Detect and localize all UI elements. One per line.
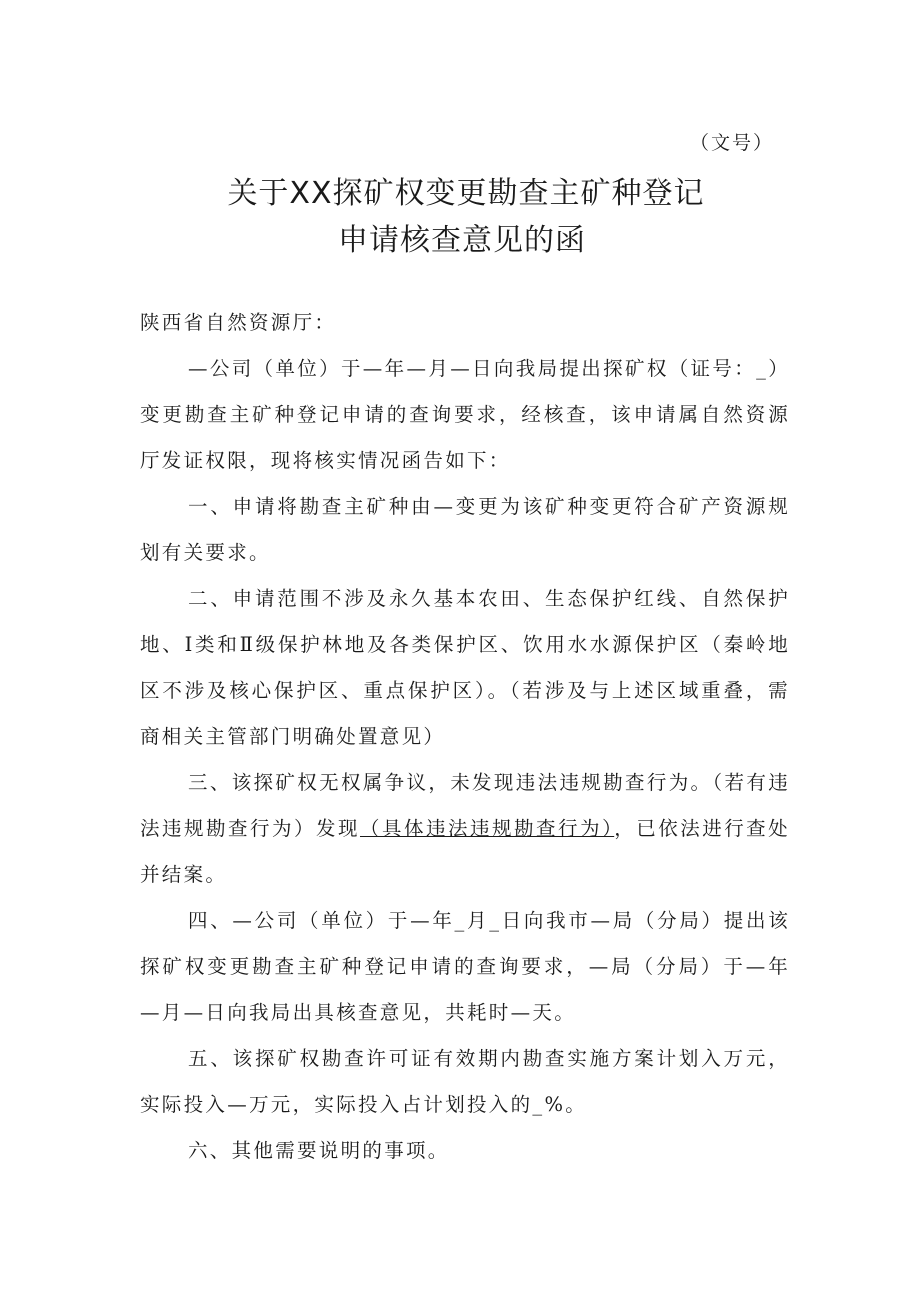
- paragraph-item-2: 二、申请范围不涉及永久基本农田、生态保护红线、自然保护地、Ⅰ类和Ⅱ级保护林地及各类保护区、饮用水水源保护区（秦岭地区不涉及核心保护区、重点保护区）。（若涉及与上述区域重叠，需商相关主管部门明确处置意见）: [140, 587, 790, 748]
- paragraph-item-3: [140, 760, 790, 898]
- paragraph-intro: —公司（单位）于—年—月—日向我局提出探矿权（证号：_）变更勘查主矿种登记申请的查询要求，经核查，该申请属自然资源厅发证权限，现将核实情况函告如下：: [140, 357, 790, 472]
- salutation: 陕西省自然资源厅：: [140, 311, 337, 334]
- paragraph-item-3-underlined: （具体违法违规勘查行为）: [359, 817, 615, 840]
- title-line-1: 关于XX探矿权变更勘查主矿种登记: [227, 176, 705, 211]
- paragraph-item-6: 六、其他需要说明的事项。: [188, 1139, 450, 1162]
- paragraph-item-5: 五、该探矿权勘查许可证有效期内勘查实施方案计划入万元，实际投入—万元，实际投入占计划投入的_%。: [140, 1047, 790, 1116]
- paragraph-item-3-text-a: 三、该探矿权无权属争议，未发现违法违规勘查行为。（若有违法违规勘查行为）发现: [140, 771, 790, 840]
- title-line-2: 申请核查意见的函: [338, 223, 586, 258]
- paragraph-item-3-text-b: ，已依法进行查处并结案。: [140, 817, 790, 886]
- paragraph-item-1: 一、申请将勘查主矿种由—变更为该矿种变更符合矿产资源规划有关要求。: [140, 495, 790, 564]
- body-section: [140, 346, 790, 1174]
- document-number: （文号）: [690, 132, 775, 154]
- paragraph-item-4: 四、—公司（单位）于—年_月_日向我市—局（分局）提出该探矿权变更勘查主矿种登记申请的查询要求，—局（分局）于—年—月—日向我局出具核查意见，共耗时—天。: [140, 909, 790, 1024]
